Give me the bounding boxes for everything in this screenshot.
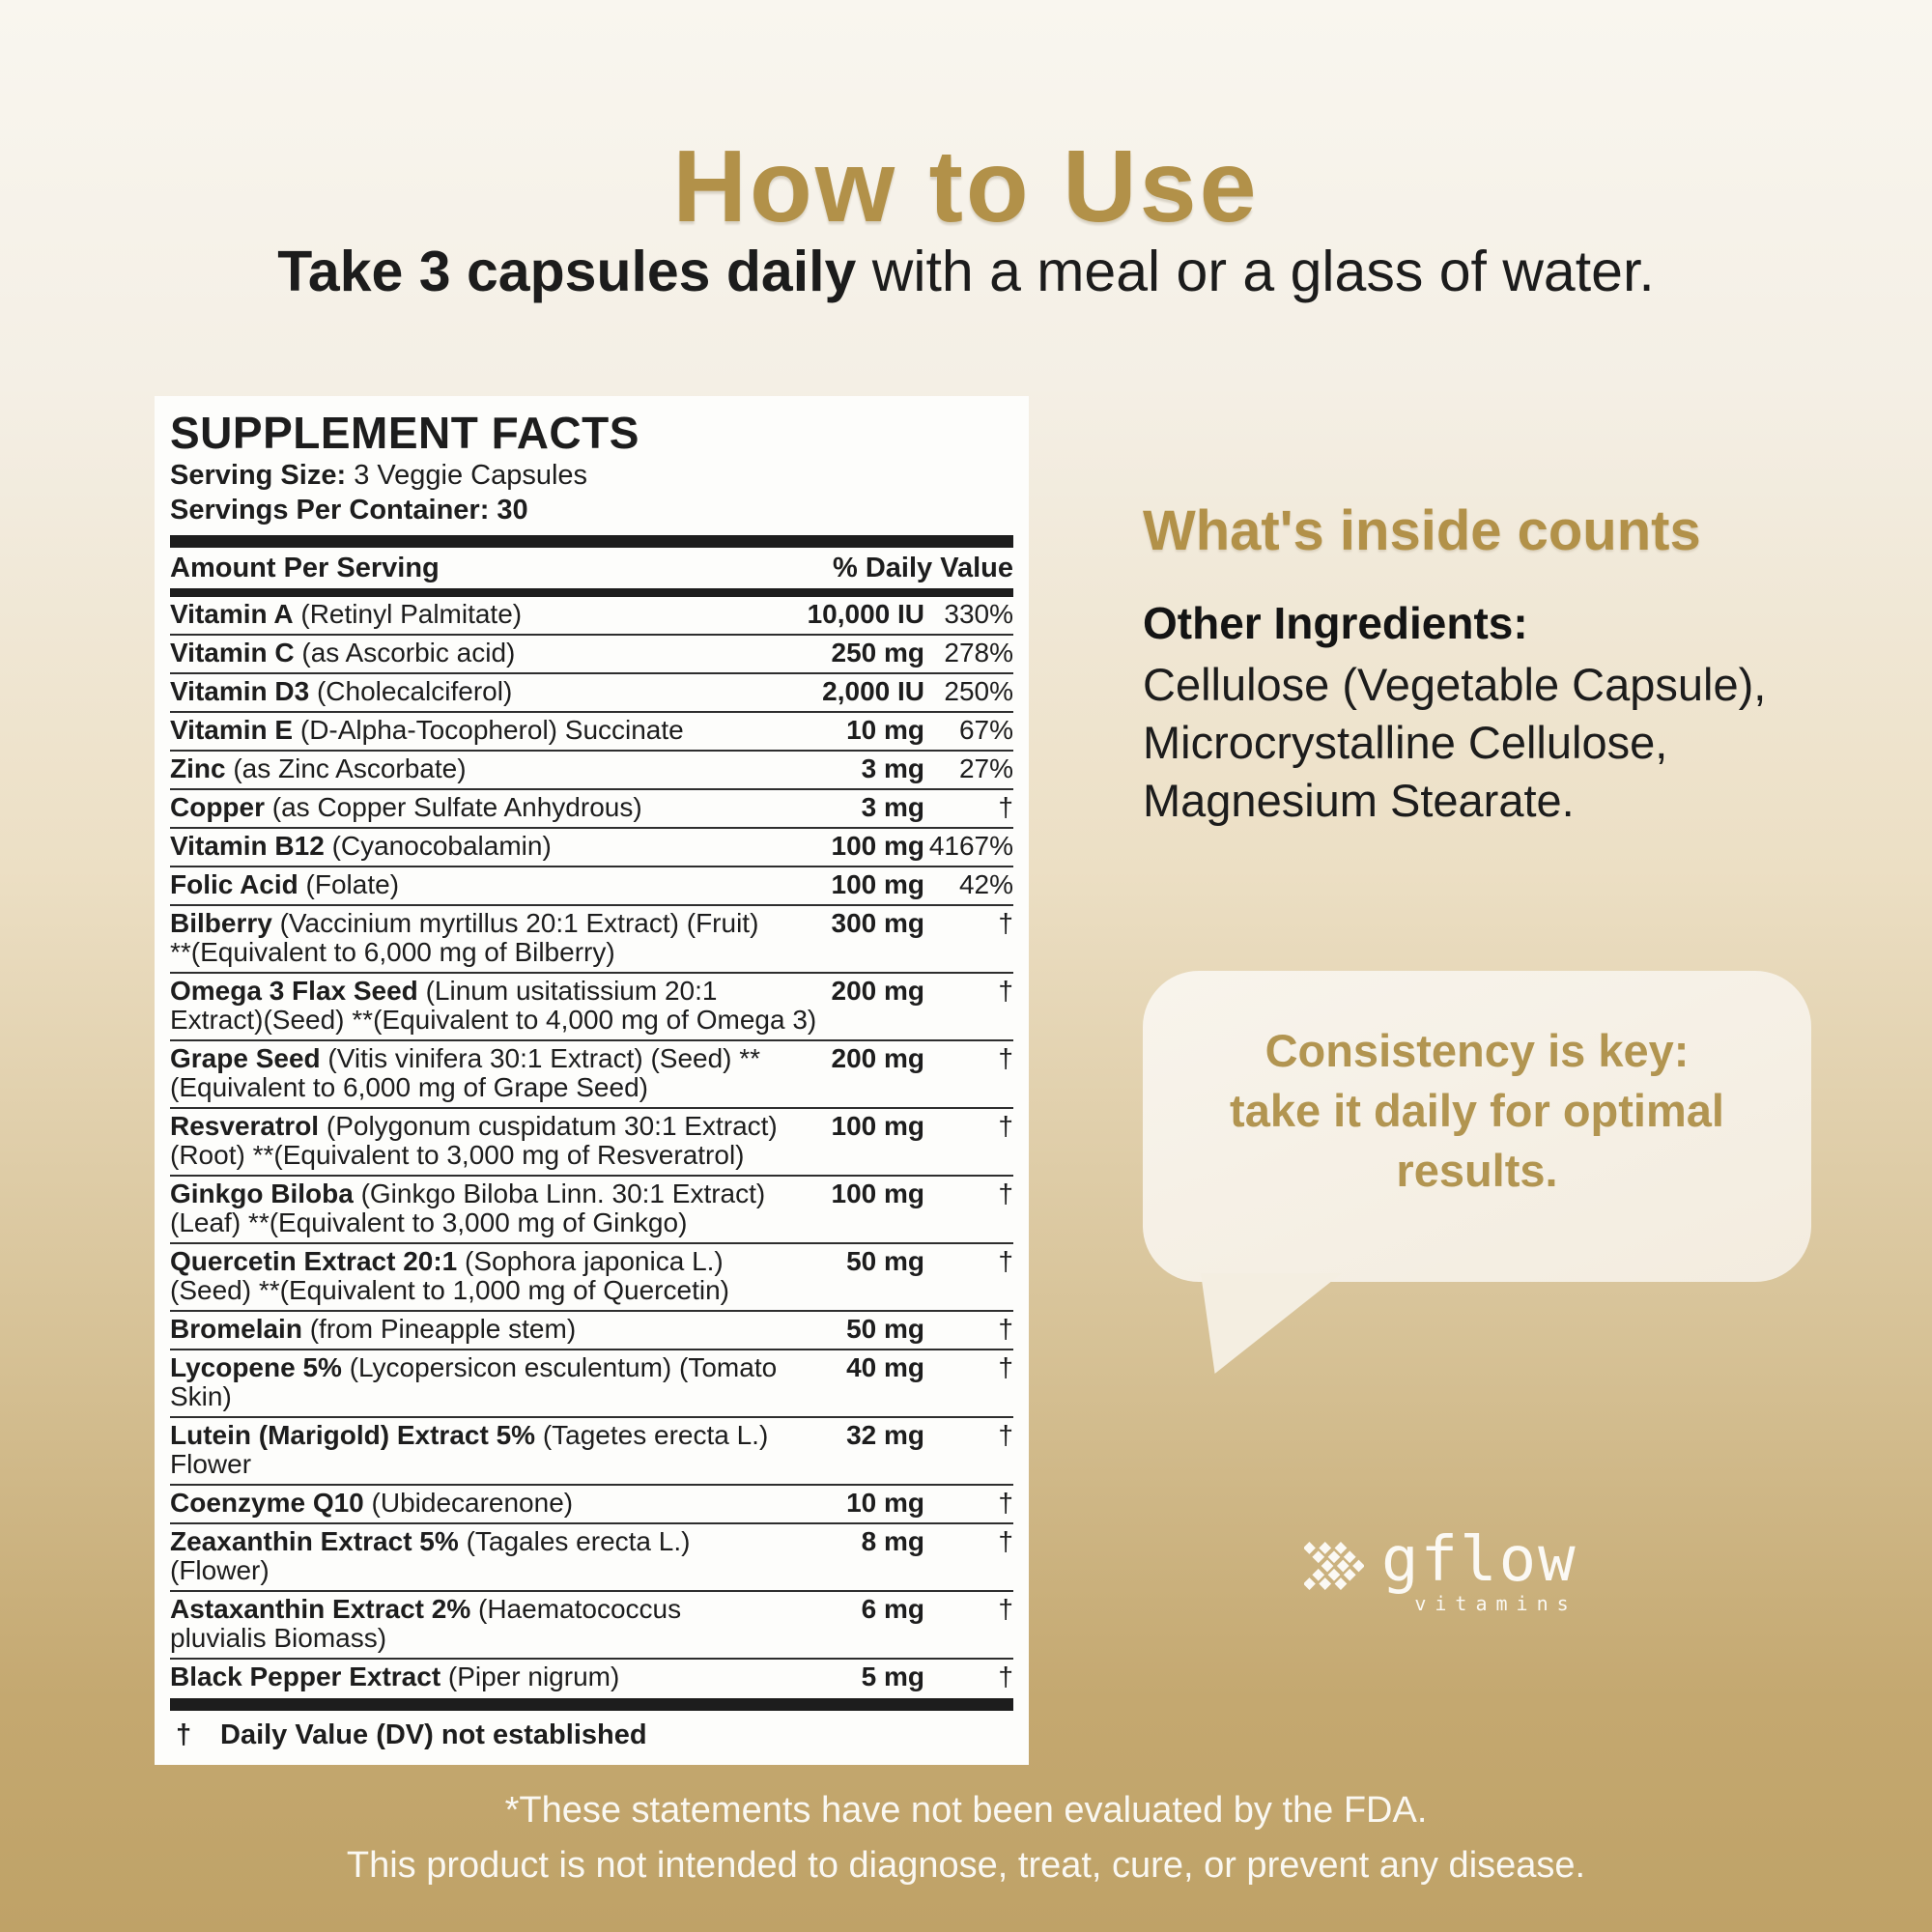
table-header — [170, 548, 1013, 588]
page-title: How to Use — [672, 129, 1260, 244]
table-row: † 100 mg Resveratrol (Polygonum cuspidatum 30:1 Extract) (Root) **(Equivalent to 3,000 mg of Resveratrol) — [170, 1107, 1013, 1175]
speech-bubble — [1143, 971, 1811, 1282]
divider-thick-top — [170, 535, 1013, 548]
speech-bubble-tail — [1201, 1273, 1342, 1374]
table-row: 27% 3 mg Zinc (as Zinc Ascorbate) — [170, 750, 1013, 788]
gflow-logo — [1304, 1524, 1577, 1615]
table-row: 278% 250 mg Vitamin C (as Ascorbic acid) — [170, 634, 1013, 672]
other-ingredients-label: Other Ingredients: — [1143, 598, 1528, 648]
table-row: † 3 mg Copper (as Copper Sulfate Anhydrous) — [170, 788, 1013, 827]
logo-sub-label: vitamins — [1414, 1592, 1577, 1615]
diamond-chevron-icon — [1304, 1538, 1364, 1599]
supplement-facts-panel — [155, 396, 1029, 1765]
inside-counts-heading: What's inside counts — [1143, 499, 1701, 563]
table-row: † 40 mg Lycopene 5% (Lycopersicon esculentum) (Tomato Skin) — [170, 1349, 1013, 1416]
logo-brand-name: gflow — [1381, 1524, 1577, 1596]
gflow-logo-text — [1381, 1524, 1577, 1615]
table-row: 330% 10,000 IU Vitamin A (Retinyl Palmitate) — [170, 599, 1013, 629]
usage-instruction-bold: Take 3 capsules daily — [277, 240, 857, 303]
divider-medium — [170, 588, 1013, 597]
usage-instruction-rest: with a meal or a glass of water. — [871, 240, 1655, 303]
table-row: † 300 mg Bilberry (Vaccinium myrtillus 20:1 Extract) (Fruit) **(Equivalent to 6,000 mg of Bilberry) — [170, 904, 1013, 972]
other-ingredients-text: Cellulose (Vegetable Capsule), Microcrystalline Cellulose, Magnesium Stearate. — [1143, 659, 1767, 826]
consistency-message: Consistency is key: take it daily for optimal results. — [1230, 1025, 1724, 1196]
table-row: 250% 2,000 IU Vitamin D3 (Cholecalciferol) — [170, 672, 1013, 711]
table-row: 67% 10 mg Vitamin E (D-Alpha-Tocopherol) Succinate — [170, 711, 1013, 750]
supplement-facts-title: SUPPLEMENT FACTS — [170, 408, 639, 458]
table-row: † 50 mg Bromelain (from Pineapple stem) — [170, 1310, 1013, 1349]
servings-per-container: Servings Per Container: 30 — [170, 495, 528, 526]
col-amount-per-serving: Amount Per Serving — [170, 553, 440, 583]
disclaimer-line-1: *These statements have not been evaluated by the FDA. — [504, 1790, 1428, 1831]
table-row: † 200 mg Omega 3 Flax Seed (Linum usitatissium 20:1 Extract)(Seed) **(Equivalent to 4,000 mg of Omega 3) — [170, 972, 1013, 1039]
fda-disclaimer — [0, 1783, 1932, 1893]
table-row: † 10 mg Coenzyme Q10 (Ubidecarenone) — [170, 1484, 1013, 1522]
divider-thick-bottom — [170, 1698, 1013, 1711]
table-row: † 8 mg Zeaxanthin Extract 5% (Tagales erecta L.) (Flower) — [170, 1522, 1013, 1590]
table-row: 42% 100 mg Folic Acid (Folate) — [170, 866, 1013, 904]
table-row: † 200 mg Grape Seed (Vitis vinifera 30:1 Extract) (Seed) **(Equivalent to 6,000 mg of Grape Seed) — [170, 1039, 1013, 1107]
table-row: † 50 mg Quercetin Extract 20:1 (Sophora japonica L.) (Seed) **(Equivalent to 1,000 mg of Quercetin) — [170, 1242, 1013, 1310]
usage-instruction — [0, 239, 1932, 304]
col-daily-value: % Daily Value — [833, 553, 1013, 583]
table-row: † 100 mg Ginkgo Biloba (Ginkgo Biloba Linn. 30:1 Extract) (Leaf) **(Equivalent to 3,000 mg of Ginkgo) — [170, 1175, 1013, 1242]
table-row: † 6 mg Astaxanthin Extract 2% (Haematococcus pluvialis Biomass) — [170, 1590, 1013, 1658]
disclaimer-line-2: This product is not intended to diagnose, treat, cure, or prevent any disease. — [346, 1845, 1586, 1886]
table-row: 4167% 100 mg Vitamin B12 (Cyanocobalamin) — [170, 827, 1013, 866]
table-row: † 5 mg Black Pepper Extract (Piper nigrum) — [170, 1658, 1013, 1696]
serving-size: Serving Size: 3 Veggie Capsules — [170, 460, 588, 491]
table-row: † 32 mg Lutein (Marigold) Extract 5% (Tagetes erecta L.) Flower — [170, 1416, 1013, 1484]
dv-footnote: † Daily Value (DV) not established — [176, 1719, 647, 1750]
